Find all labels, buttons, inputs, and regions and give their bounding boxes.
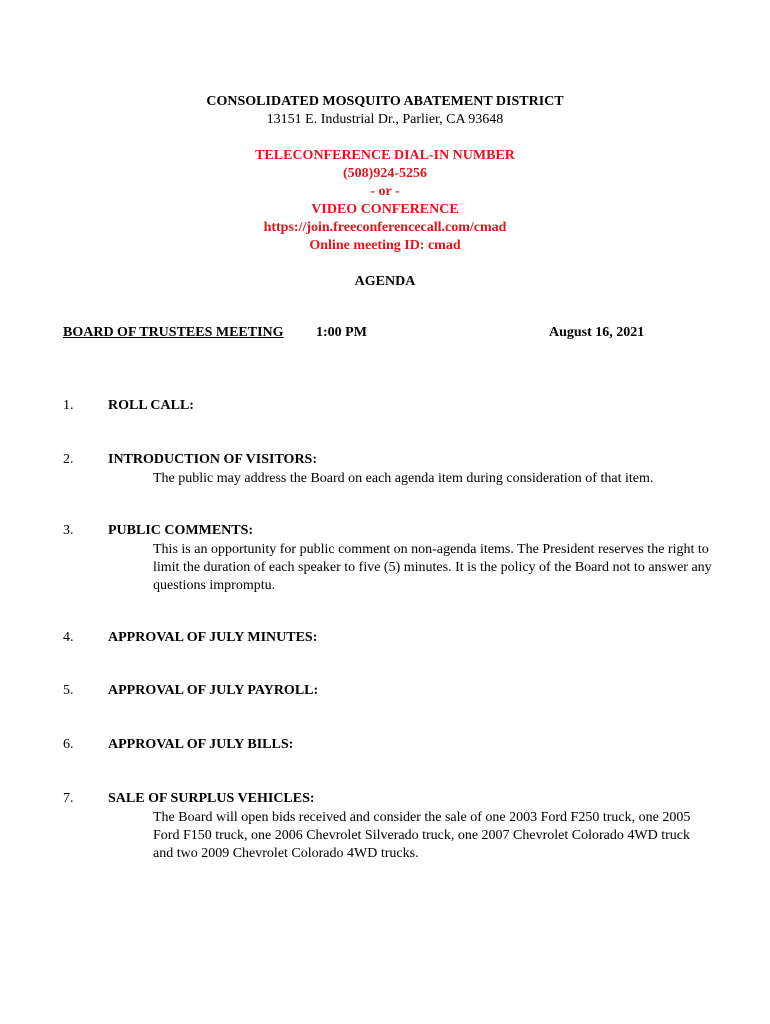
item-heading: APPROVAL OF JULY BILLS: (108, 737, 294, 752)
item-number: 4. (63, 630, 74, 645)
item-description: This is an opportunity for public comment on non-agenda items. The President reserves the right to limit the duration of each speaker to five (5) minutes. It is the policy of the Board not to answer any questions impromptu. (153, 542, 712, 593)
item-heading: PUBLIC COMMENTS: (108, 523, 254, 538)
dial-in-label: TELECONFERENCE DIAL-IN NUMBER (255, 148, 515, 163)
agenda-title: AGENDA (354, 274, 416, 289)
item-heading: APPROVAL OF JULY PAYROLL: (108, 683, 319, 698)
video-conference-link[interactable]: https://join.freeconferencecall.com/cmad (263, 220, 507, 235)
item-heading: INTRODUCTION OF VISITORS: (108, 452, 318, 467)
item-description: The Board will open bids received and consider the sale of one 2003 Ford F250 truck, one 2005 Ford F150 truck, one 2006 Chevrolet Silverado truck, one 2007 Chevrolet Colorado 4WD truck and two 2009 Chevrolet Colorado 4WD trucks. (153, 810, 691, 861)
item-number: 5. (63, 683, 74, 698)
meeting-id: Online meeting ID: cmad (309, 238, 461, 253)
meeting-info (0, 325, 770, 345)
item-number: 2. (63, 452, 74, 467)
or-separator: - or - (370, 184, 400, 199)
item-heading: ROLL CALL: (108, 398, 194, 413)
item-number: 7. (63, 791, 74, 806)
item-number: 6. (63, 737, 74, 752)
dial-in-phone: (508)924-5256 (343, 166, 427, 181)
org-name: CONSOLIDATED MOSQUITO ABATEMENT DISTRICT (206, 94, 564, 109)
meeting-date: August 16, 2021 (549, 325, 645, 340)
org-address: 13151 E. Industrial Dr., Parlier, CA 93648 (266, 112, 504, 127)
item-number: 3. (63, 523, 74, 538)
meeting-time: 1:00 PM (316, 325, 367, 340)
item-description: The public may address the Board on each agenda item during consideration of that item. (153, 471, 654, 486)
item-number: 1. (63, 398, 74, 413)
item-heading: SALE OF SURPLUS VEHICLES: (108, 791, 315, 806)
meeting-title: BOARD OF TRUSTEES MEETING (63, 325, 284, 340)
video-conference-label: VIDEO CONFERENCE (311, 202, 459, 217)
item-heading: APPROVAL OF JULY MINUTES: (108, 630, 318, 645)
